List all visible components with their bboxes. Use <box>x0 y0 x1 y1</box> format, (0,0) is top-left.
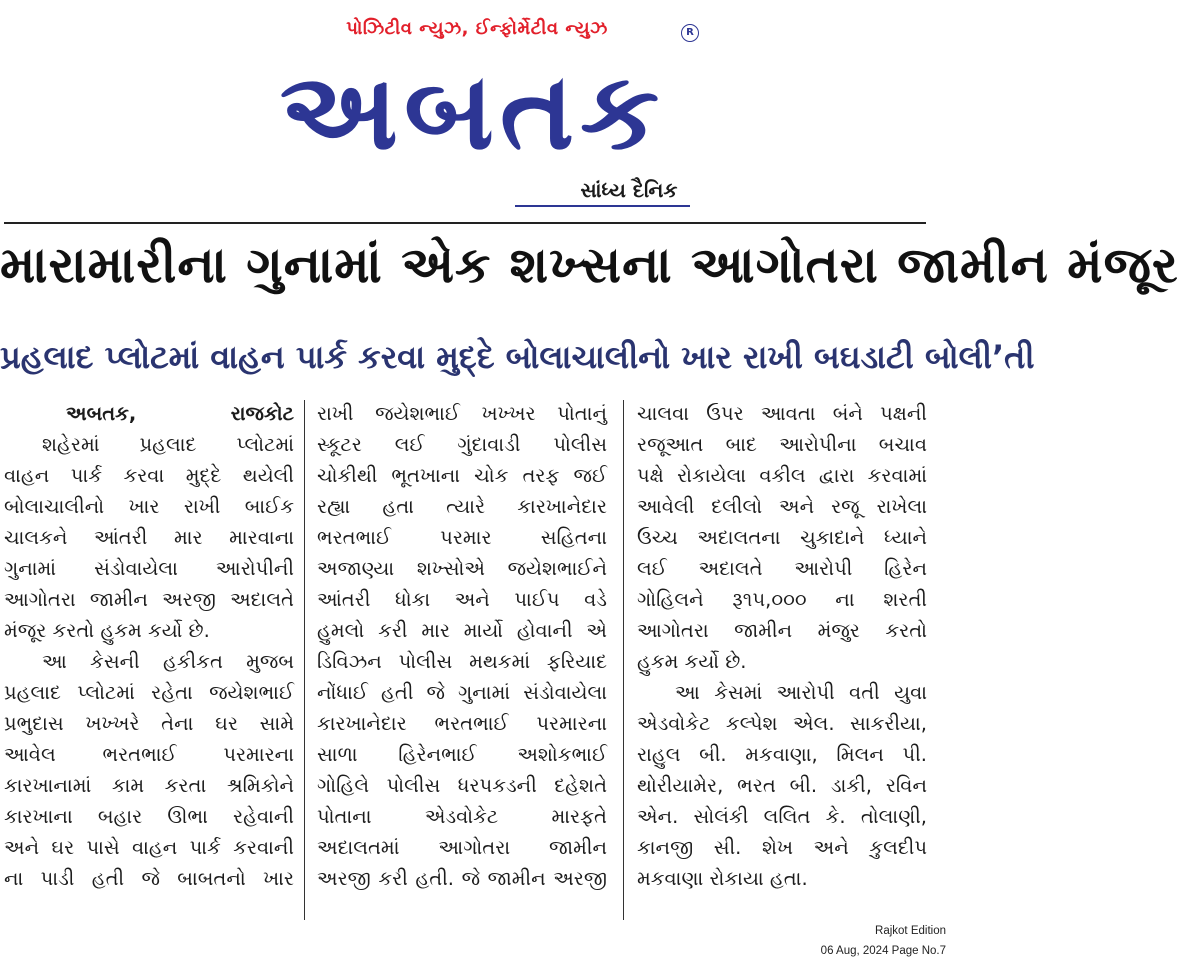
text-line: રહ્યા હતા ત્યારે કારખાનેદાર <box>317 495 607 518</box>
text-line: એડવોકેટ કલ્પેશ એલ. સાકરીયા, <box>637 712 927 735</box>
text-line: ચાલકને આંતરી માર મારવાના <box>4 526 294 549</box>
text-line: આગોતરા જામીન અરજી અદાલતે <box>4 588 294 611</box>
text-line: આગોતરા જામીન મંજુર કરતો <box>637 619 927 642</box>
article-byline: અબતક, રાજકોટ <box>66 402 294 425</box>
text-line: રજૂઆત બાદ આરોપીના બચાવ <box>637 433 927 456</box>
article-column-3 <box>637 398 927 928</box>
text-line: નોંધાઈ હતી જે ગુનામાં સંડોવાયેલા <box>317 681 607 704</box>
newspaper-logo: અબતક <box>279 49 666 174</box>
article-subheadline: પ્રહલાદ પ્લોટમાં વાહન પાર્ક કરવા મુદ્દે બોલાચાલીનો ખાર રાખી બઘડાટી બોલી’તી <box>0 338 1035 376</box>
text-line: ડિવિઝન પોલીસ મથકમાં ફરિયાદ <box>317 650 607 673</box>
text-line: ચોકીથી ભૂતખાના ચોક તરફ જઈ <box>317 464 607 487</box>
masthead <box>0 0 954 215</box>
text-line: મંજૂર કરતો હુકમ કર્યો છે. <box>4 619 210 642</box>
text-line: કારખાના બહાર ઊભા રહેવાની <box>4 805 294 828</box>
text-line: લઈ અદાલતે આરોપી હિરેન <box>637 557 927 580</box>
text-line: અદાલતમાં આગોતરા જામીન <box>317 836 607 859</box>
text-line: રાખી જયેશભાઈ ખખ્ખર પોતાનું <box>317 402 607 425</box>
text-line: ભરતભાઈ પરમાર સહિતના <box>317 526 607 549</box>
text-line: કારખાનામાં કામ કરતા શ્રમિકોને <box>4 774 294 797</box>
text-line: અજાણ્યા શખ્સોએ જયેશભાઈને <box>317 557 607 580</box>
text-line: શહેરમાં પ્રહલાદ પ્લોટમાં <box>42 433 294 456</box>
text-line: થોરીયામેર, ભરત બી. ડાકી, રવિન <box>637 774 927 797</box>
registered-trademark-icon: R <box>681 24 699 42</box>
footer-date-page: 06 Aug, 2024 Page No.7 <box>820 945 946 957</box>
text-line: આંતરી ધોકા અને પાઈપ વડે <box>317 588 607 611</box>
text-line: પ્રહલાદ પ્લોટમાં રહેતા જયેશભાઈ <box>4 681 294 704</box>
article-column-2 <box>317 398 607 928</box>
text-line: પોતાના એડવોકેટ મારફતે <box>317 805 607 828</box>
text-line: આવેલી દલીલો અને રજૂ રાખેલા <box>637 495 927 518</box>
text-line: એન. સોલંકી લલિત કે. તોલાણી, <box>637 805 927 828</box>
text-line: હુમલો કરી માર માર્યો હોવાની એ <box>317 619 607 642</box>
text-line: આ કેસમાં આરોપી વતી યુવા <box>675 681 927 704</box>
column-divider <box>304 400 305 920</box>
masthead-divider <box>4 222 926 224</box>
text-line: આ કેસની હકીકત મુજબ <box>42 650 294 673</box>
text-line: આવેલ ભરતભાઈ પરમારના <box>4 743 294 766</box>
text-line: ઉચ્ચ અદાલતના ચુકાદાને ધ્યાને <box>637 526 927 549</box>
text-line: ચાલવા ઉપર આવતા બંને પક્ષની <box>637 402 927 425</box>
text-line: પક્ષે રોકાયેલા વકીલ દ્વારા કરવામાં <box>637 464 927 487</box>
edition-underline <box>515 205 690 207</box>
article-column-1 <box>4 398 294 928</box>
edition-tag: સાંધ્ય દૈનિક <box>580 178 678 202</box>
text-line: ના પાડી હતી જે બાબતનો ખાર <box>4 867 294 890</box>
text-line: અરજી કરી હતી. જે જામીન અરજી <box>317 867 607 890</box>
text-line: સાળા હિરેનભાઈ અશોકભાઈ <box>317 743 607 766</box>
text-line: અને ઘર પાસે વાહન પાર્ક કરવાની <box>4 836 294 859</box>
text-line: ગોહિલને રૂ૧૫,૦૦૦ ના શરતી <box>637 588 927 611</box>
text-line: ગોહિલે પોલીસ ધરપકડની દહેશતે <box>317 774 607 797</box>
text-line: કારખાનેદાર ભરતભાઈ પરમારના <box>317 712 607 735</box>
text-line: સ્કૂટર લઈ ગુંદાવાડી પોલીસ <box>317 433 607 456</box>
text-line: કાનજી સી. શેખ અને કુલદીપ <box>637 836 927 859</box>
footer-edition: Rajkot Edition <box>875 925 946 937</box>
text-line: ગુનામાં સંડોવાયેલા આરોપીની <box>4 557 294 580</box>
masthead-tagline: પોઝિટીવ ન્યુઝ, ઈન્ફોર્મેટીવ ન્યુઝ <box>346 18 608 39</box>
text-line: રાહુલ બી. મકવાણા, મિલન પી. <box>637 743 927 766</box>
text-line: પ્રભુદાસ ખખ્ખરે તેના ઘર સામે <box>4 712 294 735</box>
article-headline: મારામારીના ગુનામાં એક શખ્સના આગોતરા જામીન મંજૂર <box>0 236 1179 294</box>
text-line: બોલાચાલીનો ખાર રાખી બાઈક <box>4 495 294 518</box>
text-line: હુકમ કર્યો છે. <box>637 650 747 673</box>
text-line: મકવાણા રોકાયા હતા. <box>637 867 808 890</box>
column-divider <box>623 400 624 920</box>
text-line: વાહન પાર્ક કરવા મુદ્દે થયેલી <box>4 464 294 487</box>
